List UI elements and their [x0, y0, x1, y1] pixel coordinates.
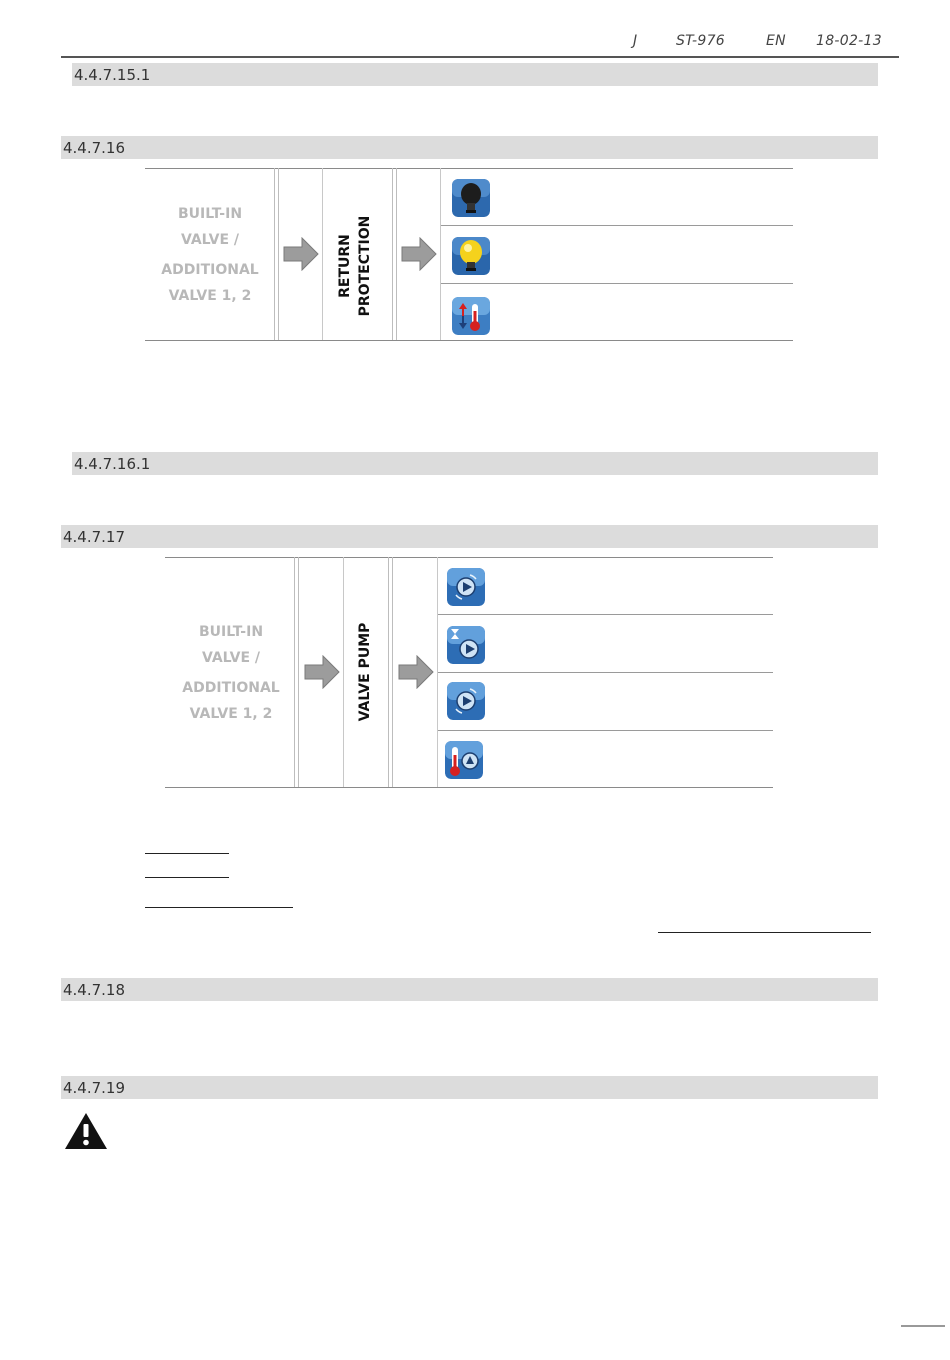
section-number: 4.4.7.16.1: [74, 455, 151, 473]
section-bar-4-4-7-17: [61, 525, 878, 548]
valve-pump-diagram: [165, 557, 775, 789]
header-date: 18-02-13: [816, 33, 882, 49]
arrow-right-icon: [283, 237, 319, 271]
arrow-right-icon: [304, 655, 340, 689]
warning-icon: [64, 1112, 108, 1150]
underline-mark: [658, 932, 871, 933]
source-valve-label: BUILT-IN VALVE / ADDITIONAL VALVE 1, 2: [182, 624, 280, 722]
underline-mark: [145, 907, 293, 908]
valve-pump-menu-label: VALVE PUMP: [357, 622, 373, 722]
thermometer-arrows-icon[interactable]: [452, 297, 490, 335]
thermometer-pump-icon[interactable]: [445, 741, 483, 779]
header-model: ST-976: [676, 33, 726, 49]
return-protection-diagram: [145, 168, 795, 342]
header-rule: [61, 56, 899, 58]
pump-mode-icon[interactable]: [447, 568, 485, 606]
header-language: EN: [766, 33, 786, 49]
section-bar-4-4-7-18: [61, 978, 878, 1001]
arrow-right-icon: [401, 237, 437, 271]
page-header: [0, 33, 950, 53]
pump-cycle-icon[interactable]: [447, 682, 485, 720]
arrow-right-icon: [398, 655, 434, 689]
section-number: 4.4.7.16: [63, 139, 126, 157]
section-bar-4-4-7-15-1: [72, 63, 878, 86]
switch-off-icon[interactable]: [452, 179, 490, 217]
return-protection-menu-label: RETURN PROTECTION: [337, 215, 373, 317]
section-number: 4.4.7.19: [63, 1079, 126, 1097]
section-number: 4.4.7.15.1: [74, 66, 151, 84]
header-mark: J: [633, 33, 638, 49]
section-number: 4.4.7.18: [63, 981, 126, 999]
footer-rule: [901, 1325, 945, 1327]
section-number: 4.4.7.17: [63, 528, 126, 546]
source-valve-label: BUILT-IN VALVE / ADDITIONAL VALVE 1, 2: [161, 206, 259, 304]
section-bar-4-4-7-16: [61, 136, 878, 159]
pump-timer-icon[interactable]: [447, 626, 485, 664]
section-bar-4-4-7-16-1: [72, 452, 878, 475]
underline-mark: [145, 877, 229, 878]
section-bar-4-4-7-19: [61, 1076, 878, 1099]
underline-mark: [145, 853, 229, 854]
bulb-on-icon[interactable]: [452, 237, 490, 275]
